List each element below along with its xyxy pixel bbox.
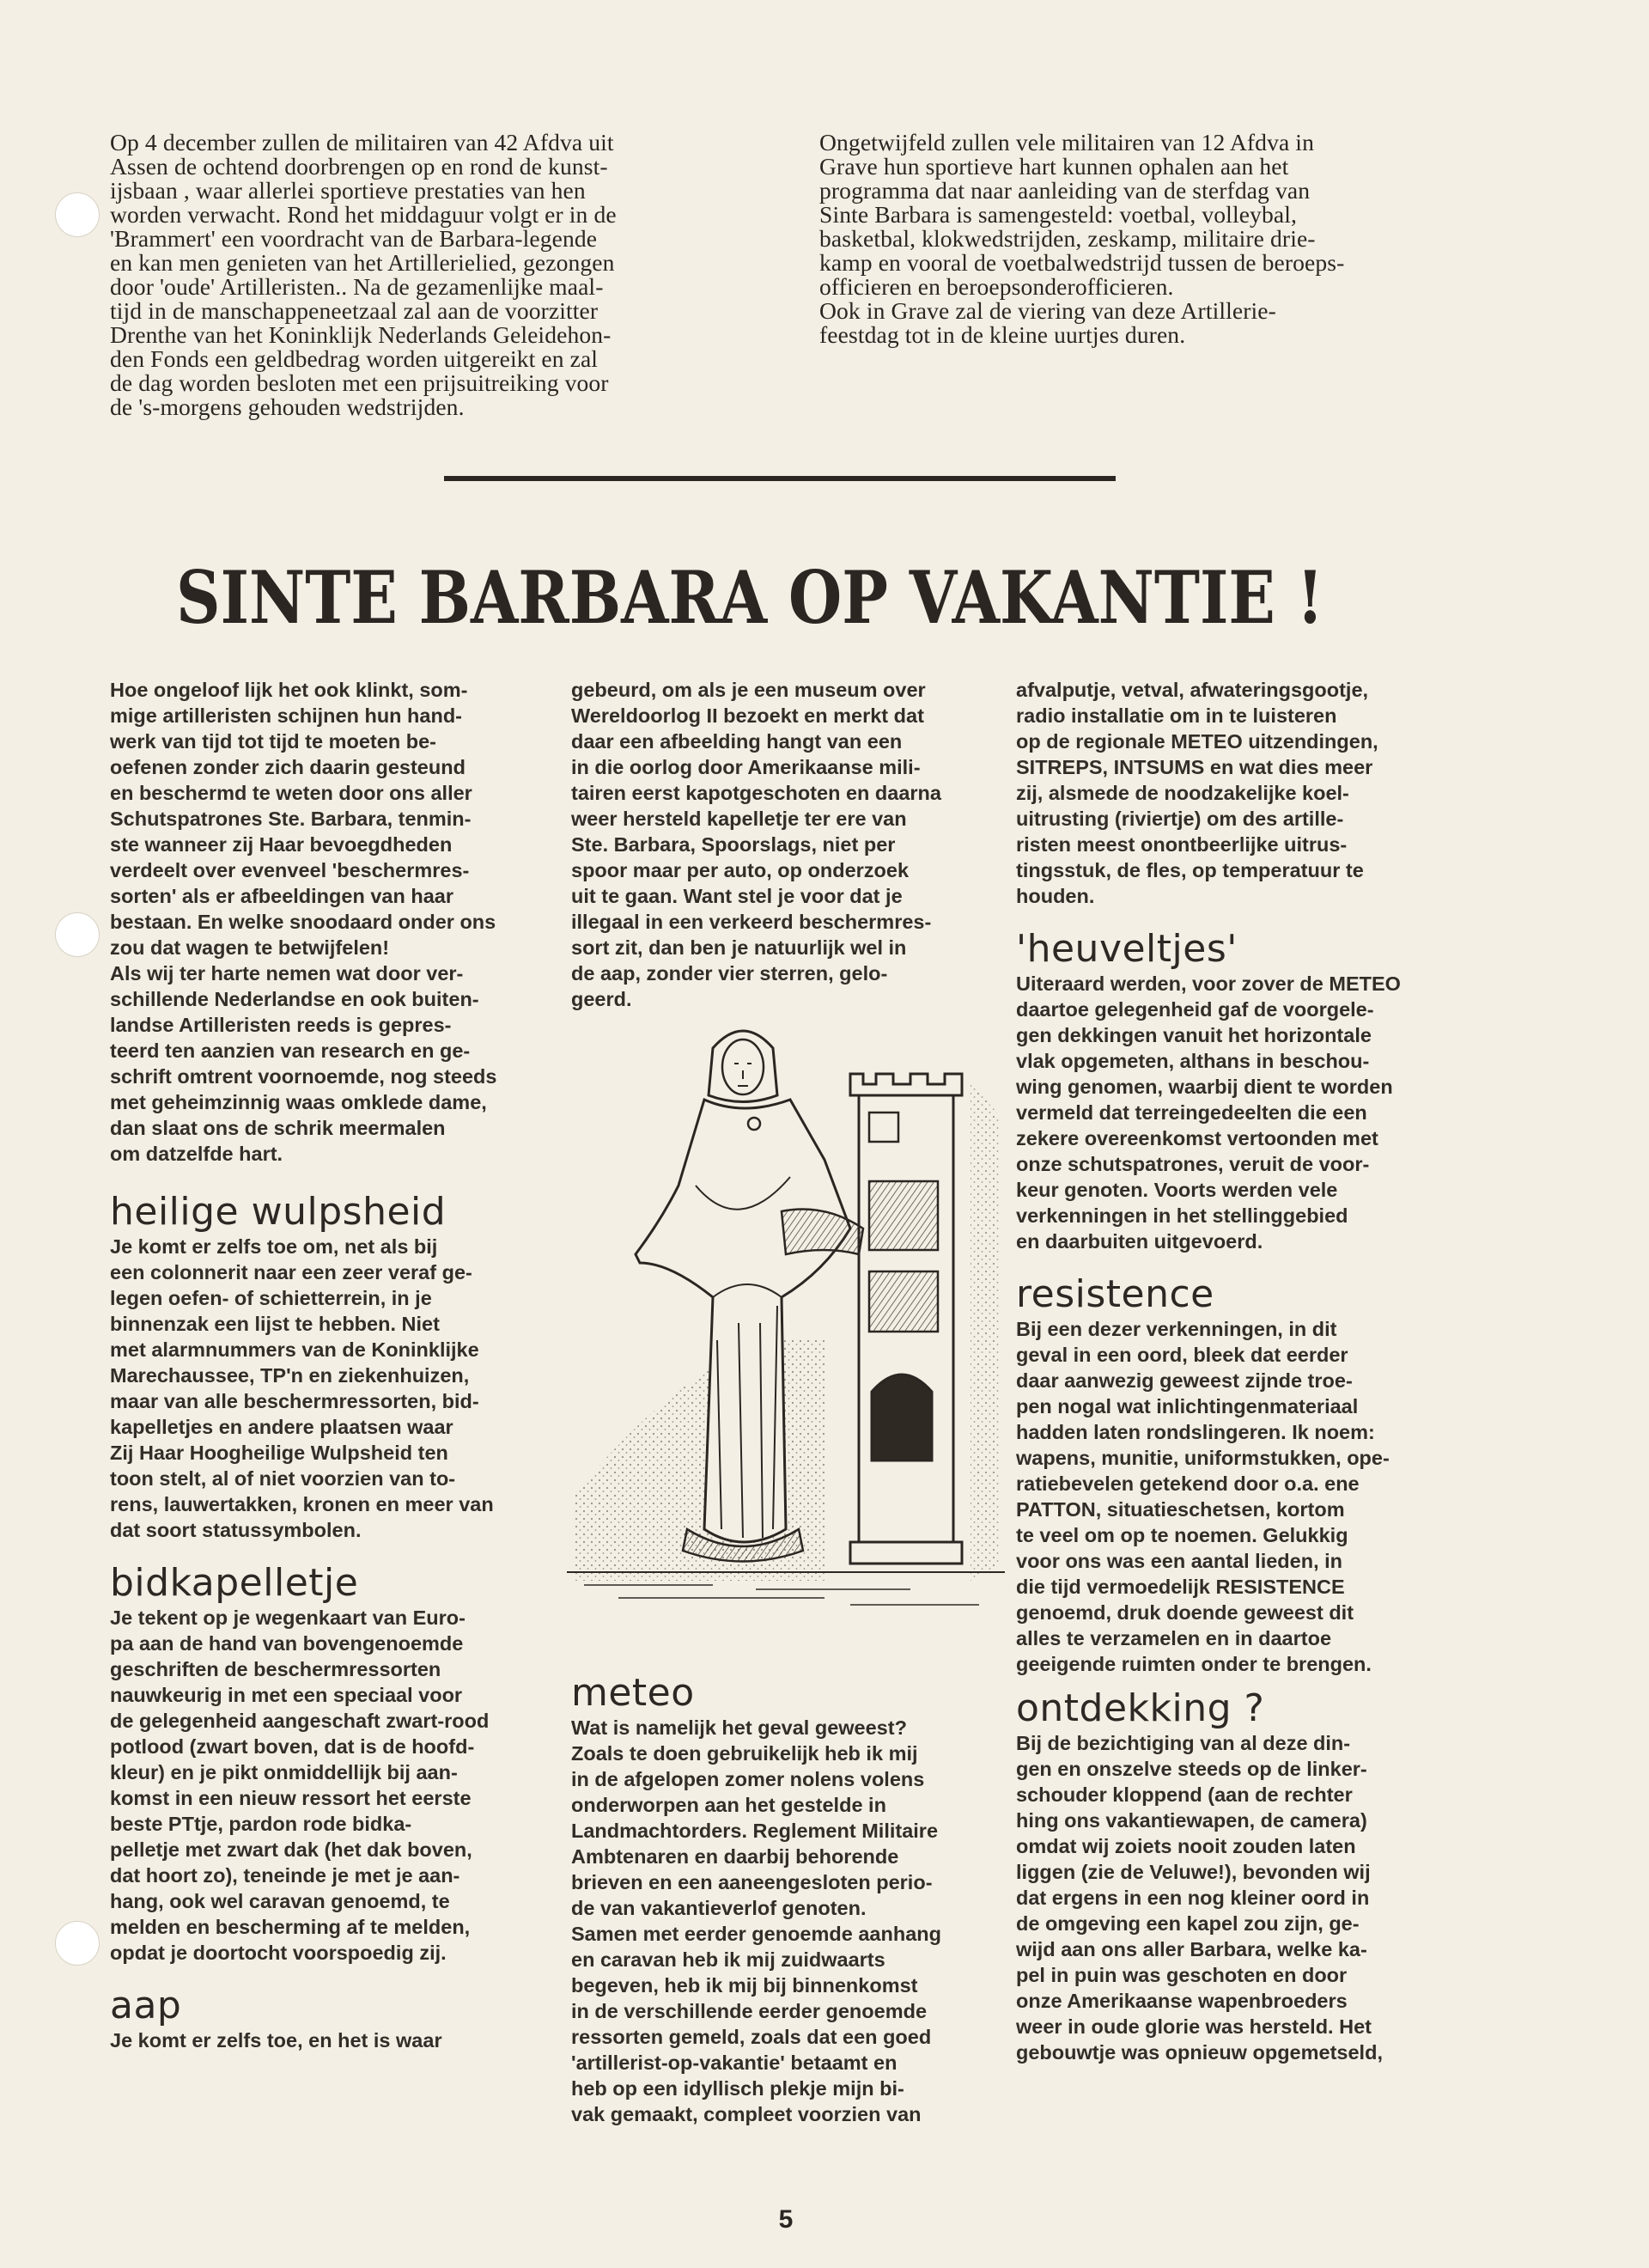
text-line: Assen de ochtend doorbrengen op en rond de kunst- <box>110 153 608 180</box>
spacer <box>110 1543 496 1562</box>
stipple-shading <box>971 1082 1001 1581</box>
text-line: dan slaat ons de schrik meermalen <box>110 1117 446 1139</box>
text-line: liggen (zie de Veluwe!), bevonden wij <box>1016 1861 1371 1883</box>
text-line: geerd. <box>571 988 632 1010</box>
text-line: met geheimzinnig waas omklede dame, <box>110 1091 487 1113</box>
text-line: omdat wij zoiets nooit zouden laten <box>1016 1835 1356 1857</box>
text-line: en kan men genieten van het Artillerielied, gezongen <box>110 249 615 276</box>
text-line: dat soort statussymbolen. <box>110 1519 362 1541</box>
text-line: houden. <box>1016 885 1095 907</box>
text-line: SITREPS, INTSUMS en wat dies meer <box>1016 756 1373 778</box>
text-line: verdeelt over evenveel 'beschermres- <box>110 859 470 881</box>
text-line: Zij Haar Hoogheilige Wulpsheid ten <box>110 1442 448 1464</box>
text-line: de gelegenheid aangeschaft zwart-rood <box>110 1710 490 1732</box>
text-line: voor ons was een aantal lieden, in <box>1016 1550 1343 1572</box>
text-line: Ste. Barbara, Spoorslags, niet per <box>571 833 896 856</box>
text-line: weer in oude glorie was hersteld. Het <box>1016 2015 1372 2038</box>
text-line: 'artillerist-op-vakantie' betaamt en <box>571 2052 898 2074</box>
text-line: mige artilleristen schijnen hun hand- <box>110 704 463 727</box>
article-column-left <box>110 677 496 2053</box>
text-line: en daarbuiten uitgevoerd. <box>1016 1230 1263 1253</box>
text-line: vak gemaakt, compleet voorzien van <box>571 2103 922 2125</box>
text-line: met alarmnummers van de Koninklijke <box>110 1338 479 1361</box>
text-line: hing ons vakantiewapen, de camera) <box>1016 1809 1367 1832</box>
text-line: Ongetwijfeld zullen vele militairen van 12 Afdva in <box>819 129 1314 155</box>
text-line: ijsbaan , waar allerlei sportieve prestaties van hen <box>110 177 586 204</box>
subheading-ontdekking: ontdekking ? <box>1016 1686 1265 1730</box>
text-line: gen dekkingen vanuit het horizontale <box>1016 1024 1372 1046</box>
text-line: daar aanwezig geweest zijnde troe- <box>1016 1369 1353 1392</box>
text-line: zij, alsmede de noodzakelijke koel- <box>1016 782 1349 804</box>
top-article-left <box>110 131 780 419</box>
text-line: ste wanneer zij Haar bevoegdheden <box>110 833 453 856</box>
text-line: om datzelfde hart. <box>110 1143 283 1165</box>
text-line: Hoe ongeloof lijk het ook klinkt, som- <box>110 679 468 701</box>
text-line: weer hersteld kapelletje ter ere van <box>571 808 907 830</box>
text-line: daartoe gelegenheid gaf de voorgele- <box>1016 998 1374 1021</box>
text-line: daar een afbeelding hangt van een <box>571 730 903 753</box>
text-line: onderworpen aan het gestelde in <box>571 1794 886 1816</box>
text-line: worden verwacht. Rond het middaguur volgt er in de <box>110 201 617 228</box>
text-line: beste PTtje, pardon rode bidka- <box>110 1813 412 1835</box>
text-line: hang, ook wel caravan genoemd, te <box>110 1890 450 1912</box>
text-line: op de regionale METEO uitzendingen, <box>1016 730 1378 753</box>
text-line: oefenen zonder zich daarin gesteund <box>110 756 465 778</box>
text-line: onze schutspatrones, veruit de voor- <box>1016 1153 1370 1175</box>
article-headline: SINTE BARBARA OP VAKANTIE ! <box>176 555 1324 640</box>
text-line: Je komt er zelfs toe om, net als bij <box>110 1235 438 1258</box>
text-line: teerd ten aanzien van research en ge- <box>110 1040 471 1062</box>
text-line: schillende Nederlandse en ook buiten- <box>110 988 479 1010</box>
text-line: in de verschillende eerder genoemde <box>571 2000 928 2022</box>
text-line: en beschermd te weten door ons aller <box>110 782 472 804</box>
text-line: risten meest onontbeerlijke uitrus- <box>1016 833 1348 856</box>
text-line: Ook in Grave zal de viering van deze Artillerie- <box>819 297 1276 324</box>
text-line: de dag worden besloten met een prijsuitreiking voor <box>110 369 609 396</box>
text-line: dat hoort zo), teneinde je met je aan- <box>110 1864 460 1887</box>
text-line: te veel om op te noemen. Gelukkig <box>1016 1524 1348 1546</box>
text-line: officieren en beroepsonderofficieren. <box>819 273 1174 300</box>
text-line: de omgeving een kapel zou zijn, ge- <box>1016 1912 1360 1935</box>
text-line: basketbal, klokwedstrijden, zeskamp, militaire drie- <box>819 225 1316 252</box>
text-line: zou dat wagen te betwijfelen! <box>110 936 390 959</box>
subheading-meteo: meteo <box>571 1671 695 1715</box>
article-column-right <box>1016 677 1401 2065</box>
punch-hole <box>55 1921 100 1966</box>
text-line: tairen eerst kapotgeschoten en daarna <box>571 782 941 804</box>
text-line: gebouwtje was opnieuw opgemetseld, <box>1016 2041 1383 2064</box>
text-line: Grave hun sportieve hart kunnen ophalen aan het <box>819 153 1289 180</box>
text-line: maar van alle beschermressorten, bid- <box>110 1390 479 1412</box>
text-line: werk van tijd tot tijd te moeten be- <box>110 730 436 753</box>
sainte-barbara-illustration <box>567 1014 1005 1615</box>
text-line: geschriften de beschermressorten <box>110 1658 441 1680</box>
text-line: sort zit, dan ben je natuurlijk wel in <box>571 936 907 959</box>
text-line: tijd in de manschappeneetzaal zal aan de voorzitter <box>110 297 599 324</box>
subheading-heuveltjes: 'heuveltjes' <box>1016 927 1238 971</box>
text-line: heb op een idyllisch plekje mijn bi- <box>571 2077 904 2100</box>
text-line: schouder kloppend (aan de rechter <box>1016 1783 1353 1806</box>
text-line: illegaal in een verkeerd beschermres- <box>571 911 932 933</box>
text-line: pa aan de hand van bovengenoemde <box>110 1632 464 1655</box>
text-line: kapelletjes en andere plaatsen waar <box>110 1416 453 1438</box>
text-line: feestdag tot in de kleine uurtjes duren. <box>819 321 1186 348</box>
article-column-middle-lower <box>571 1672 941 2127</box>
text-line: pel in puin was geschoten en door <box>1016 1964 1348 1986</box>
text-line: Je komt er zelfs toe, en het is waar <box>110 2029 442 2052</box>
text-line: Ambtenaren en daarbij behorende <box>571 1845 899 1868</box>
section-divider-rule <box>444 476 1116 481</box>
subheading-heilige-wulpsheid: heilige wulpsheid <box>110 1190 447 1234</box>
tower-drawing <box>850 1074 962 1564</box>
text-line: brieven en een aaneengesloten perio- <box>571 1871 933 1893</box>
text-line: den Fonds een geldbedrag worden uitgereikt en zal <box>110 345 599 372</box>
text-line: geval in een oord, bleek dat eerder <box>1016 1344 1348 1366</box>
punch-hole <box>55 192 100 237</box>
text-line: ressorten gemeld, zoals dat een goed <box>571 2026 932 2048</box>
text-line: vermeld dat terreingedeelten die een <box>1016 1101 1367 1124</box>
text-line: gebeurd, om als je een museum over <box>571 679 926 701</box>
text-line: nauwkeurig in met een speciaal voor <box>110 1684 463 1706</box>
text-line: onze Amerikaanse wapenbroeders <box>1016 1990 1348 2012</box>
text-line: legen oefen- of schietterrein, in je <box>110 1287 432 1309</box>
text-line: Wat is namelijk het geval geweest? <box>571 1716 907 1739</box>
article-column-middle <box>571 677 941 1012</box>
text-line: Je tekent op je wegenkaart van Euro- <box>110 1606 465 1629</box>
text-line: dat ergens in een nog kleiner oord in <box>1016 1887 1370 1909</box>
text-line: binnenzak een lijst te hebben. Niet <box>110 1313 440 1335</box>
text-line: begeven, heb ik mij bij binnenkomst <box>571 1974 918 1997</box>
text-line: melden en bescherming af te melden, <box>110 1916 471 1938</box>
text-line: de van vakantieverlof genoten. <box>571 1897 867 1919</box>
text-line: een colonnerit naar een zeer veraf ge- <box>110 1261 472 1283</box>
text-line: PATTON, situatieschetsen, kortom <box>1016 1498 1345 1521</box>
text-line: spoor maar per auto, op onderzoek <box>571 859 910 881</box>
text-line: sorten' als er afbeeldingen van haar <box>110 885 454 907</box>
top-article-right <box>819 131 1489 347</box>
text-line: tingsstuk, de fles, op temperatuur te <box>1016 859 1364 881</box>
text-line: pelletje met zwart dak (het dak boven, <box>110 1838 472 1861</box>
spacer <box>1016 1254 1401 1273</box>
text-line: Landmachtorders. Reglement Militaire <box>571 1820 939 1842</box>
text-line: hadden laten rondslingeren. Ik noem: <box>1016 1421 1375 1443</box>
text-line: bestaan. En welke snoodaard onder ons <box>110 911 496 933</box>
text-line: wapens, munitie, uniformstukken, ope- <box>1016 1447 1390 1469</box>
spacer <box>1016 909 1401 928</box>
text-line: radio installatie om in te luisteren <box>1016 704 1337 727</box>
text-line: uit te gaan. Want stel je voor dat je <box>571 885 903 907</box>
text-line: toon stelt, al of niet voorzien van to- <box>110 1467 456 1490</box>
text-line: zekere overeenkomst vertoonden met <box>1016 1127 1378 1149</box>
text-line: en caravan heb ik mij zuidwaarts <box>571 1948 885 1971</box>
text-line: uitrusting (riviertje) om des artille- <box>1016 808 1344 830</box>
text-line: Zoals te doen gebruikelijk heb ik mij <box>571 1742 918 1765</box>
text-line: die tijd vermoedelijk RESISTENCE <box>1016 1576 1345 1598</box>
text-line: 'Brammert' een voordracht van de Barbara-legende <box>110 225 598 252</box>
text-line: pen nogal wat inlichtingenmateriaal <box>1016 1395 1359 1418</box>
text-line: de 's-morgens gehouden wedstrijden. <box>110 393 465 420</box>
text-line: Bij een dezer verkenningen, in dit <box>1016 1318 1337 1340</box>
spacer <box>110 1167 496 1191</box>
text-line: ratiebevelen getekend door o.a. ene <box>1016 1472 1360 1495</box>
text-line: genoemd, druk doende geweest dit <box>1016 1601 1354 1624</box>
text-line: vlak opgemeten, althans in beschou- <box>1016 1050 1370 1072</box>
subheading-aap: aap <box>110 1984 182 2027</box>
page-number: 5 <box>778 2205 794 2234</box>
text-line: keur genoten. Voorts werden vele <box>1016 1179 1338 1201</box>
subheading-resistence: resistence <box>1016 1272 1214 1316</box>
text-line: Drenthe van het Koninklijk Nederlands Geleidehon- <box>110 321 612 348</box>
text-line: komst in een nieuw ressort het eerste <box>110 1787 472 1809</box>
text-line: afvalputje, vetval, afwateringsgootje, <box>1016 679 1369 701</box>
text-line: Op 4 december zullen de militairen van 42 Afdva uit <box>110 129 614 155</box>
text-line: door 'oude' Artilleristen.. Na de gezamenlijke maal- <box>110 273 604 300</box>
punch-hole <box>55 912 100 957</box>
text-line: Uiteraard werden, voor zover de METEO <box>1016 972 1401 995</box>
text-line: Sinte Barbara is samengesteld: voetbal, volleybal, <box>819 201 1297 228</box>
text-line: alles te verzamelen en in daartoe <box>1016 1627 1332 1649</box>
text-line: gen en onszelve steeds op de linker- <box>1016 1758 1367 1780</box>
text-line: verkenningen in het stellinggebied <box>1016 1204 1348 1227</box>
text-line: in de afgelopen zomer nolens volens <box>571 1768 925 1790</box>
text-line: kleur) en je pikt onmiddellijk bij aan- <box>110 1761 458 1783</box>
text-line: potlood (zwart boven, dat is de hoofd- <box>110 1735 475 1758</box>
text-line: de aap, zonder vier sterren, gelo- <box>571 962 888 985</box>
text-line: schrift omtrent voornoemde, nog steeds <box>110 1065 497 1088</box>
spacer <box>110 1966 496 1984</box>
text-line: kamp en vooral de voetbalwedstrijd tussen de beroeps- <box>819 249 1345 276</box>
text-line: landse Artilleristen reeds is gepres- <box>110 1014 452 1036</box>
text-line: Wereldoorlog II bezoekt en merkt dat <box>571 704 924 727</box>
text-line: Samen met eerder genoemde aanhang <box>571 1923 941 1945</box>
text-line: Schutspatrones Ste. Barbara, tenmin- <box>110 808 472 830</box>
text-line: Marechaussee, TP'n en ziekenhuizen, <box>110 1364 470 1387</box>
text-line: wing genomen, waarbij dient te worden <box>1016 1076 1393 1098</box>
text-line: opdat je doortocht voorspoedig zij. <box>110 1942 447 1964</box>
subheading-bidkapelletje: bidkapelletje <box>110 1561 359 1605</box>
text-line: Als wij ter harte nemen wat door ver- <box>110 962 464 985</box>
text-line: in die oorlog door Amerikaanse mili- <box>571 756 921 778</box>
text-line: rens, lauwertakken, kronen en meer van <box>110 1493 494 1515</box>
text-line: Bij de bezichtiging van al deze din- <box>1016 1732 1351 1754</box>
text-line: geeigende ruimten onder te brengen. <box>1016 1653 1372 1675</box>
text-line: programma dat naar aanleiding van de sterfdag van <box>819 177 1311 204</box>
text-line: wijd aan ons aller Barbara, welke ka- <box>1016 1938 1367 1960</box>
